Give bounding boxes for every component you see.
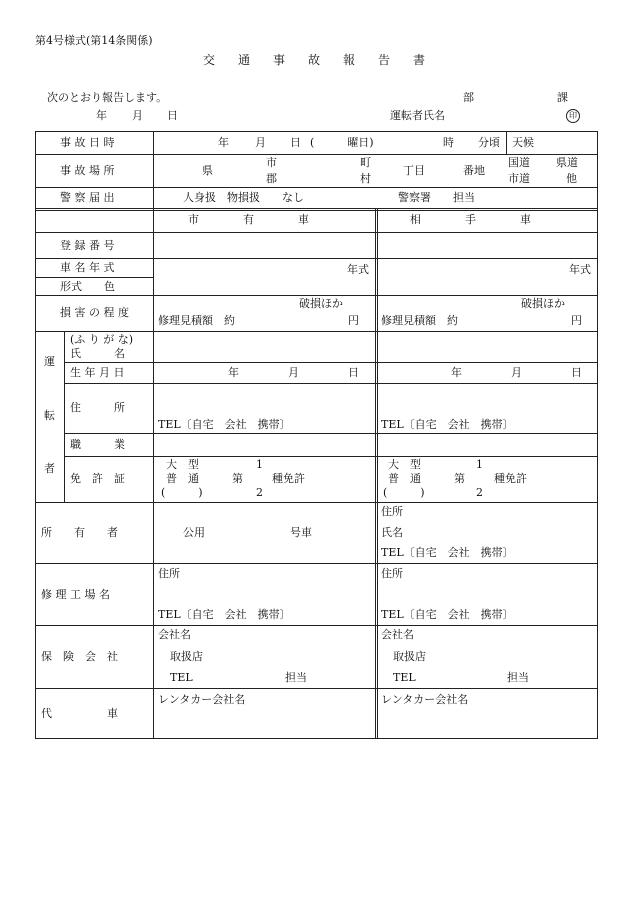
other-repair-address: 住所 <box>381 567 403 580</box>
driver-vertical-label-3: 者 <box>44 462 55 475</box>
substitute-car-label: 代 車 <box>41 707 118 720</box>
other-car-year-label: 年式 <box>569 263 591 276</box>
license-label: 免 許 証 <box>70 472 125 485</box>
title-char: 報 <box>343 53 356 67</box>
car-name-year-label: 車 名 年 式 <box>60 261 115 274</box>
village-label: 村 <box>360 172 371 185</box>
city-license-dai: 第 <box>232 472 243 485</box>
city-license-large: 大 型 <box>166 458 199 471</box>
birthdate-label: 生 年 月 日 <box>70 366 125 379</box>
furigana-label: (ふ り が な) <box>70 333 134 346</box>
accident-weekday-label: ( 曜日) <box>310 136 374 149</box>
seal-mark: 印 <box>566 109 580 123</box>
city-license-kind: 種免許 <box>272 472 305 485</box>
registration-label: 登 録 番 号 <box>60 239 115 252</box>
official-use-label: 公用 <box>183 526 205 539</box>
title-char: 事 <box>273 53 286 67</box>
weather-label: 天候 <box>512 136 534 149</box>
other-road-label: 他 <box>566 172 577 185</box>
other-license-two: 2 <box>476 486 483 499</box>
city-license-paren: ( ) <box>161 486 203 499</box>
city-driver-birth-year: 年 <box>228 366 239 379</box>
city-license-two: 2 <box>256 486 263 499</box>
city-car-damage-label: 破損ほか <box>299 297 343 310</box>
driver-vertical-label-2: 転 <box>44 409 55 422</box>
other-driver-birth-year: 年 <box>451 366 462 379</box>
other-insurance-agent: 取扱店 <box>393 650 426 663</box>
model-color-label: 形式 色 <box>60 280 115 293</box>
driver-vertical-label-1: 運 <box>44 355 55 368</box>
other-rental-company: レンタカー会社名 <box>381 693 469 706</box>
prefectural-road-label: 県道 <box>556 156 578 169</box>
accident-place-label: 事 故 場 所 <box>60 164 115 177</box>
city-insurance-company: 会社名 <box>158 628 191 641</box>
damage-label: 損 害 の 程 度 <box>60 306 129 319</box>
report-year-label: 年 <box>96 109 107 122</box>
title-char: 故 <box>308 53 321 67</box>
title-char: 書 <box>413 53 426 67</box>
city-car-year-label: 年式 <box>347 263 369 276</box>
other-repair-tel: TEL〔自宅 会社 携帯〕 <box>381 608 514 621</box>
report-day-label: 日 <box>167 109 178 122</box>
other-insurance-tanto: 担当 <box>507 671 529 684</box>
city-driver-birth-day: 日 <box>348 366 359 379</box>
title-char: 告 <box>378 53 391 67</box>
other-license-kind: 種免許 <box>494 472 527 485</box>
other-insurance-tel: TEL <box>393 671 416 684</box>
city-rental-company: レンタカー会社名 <box>158 693 246 706</box>
city-insurance-tanto: 担当 <box>285 671 307 684</box>
chome-label: 丁目 <box>403 164 425 177</box>
report-month-label: 月 <box>132 109 143 122</box>
other-license-large: 大 型 <box>388 458 421 471</box>
accident-minute-label: 分頃 <box>478 136 500 149</box>
owner-address-label: 住所 <box>381 505 403 518</box>
police-station-label: 警察署 <box>398 191 431 204</box>
section-label: 課 <box>557 91 568 104</box>
driver-name-label: 運転者氏名 <box>390 109 445 122</box>
driver-address-label: 住 所 <box>70 401 125 414</box>
town-label: 町 <box>360 156 371 169</box>
city-driver-tel: TEL〔自宅 会社 携帯〕 <box>158 418 291 431</box>
city-driver-birth-month: 月 <box>288 366 299 379</box>
repair-shop-label: 修 理 工 場 名 <box>41 588 110 601</box>
accident-datetime-label: 事 故 日 時 <box>60 136 115 149</box>
insurance-label: 保 険 会 社 <box>41 650 118 663</box>
other-car-estimate-label: 修理見積額 約 <box>381 314 458 327</box>
city-label: 市 <box>266 156 277 169</box>
city-car-header: 市 有 車 <box>188 213 309 226</box>
police-report-label: 警 察 届 出 <box>60 191 115 204</box>
owner-label: 所 有 者 <box>41 526 118 539</box>
police-report-options: 人身扱 物損扱 なし <box>183 191 304 204</box>
police-officer-label: 担当 <box>453 191 475 204</box>
accident-day-label: 日 <box>290 136 301 149</box>
other-license-one: 1 <box>476 458 483 471</box>
car-number-label: 号車 <box>290 526 312 539</box>
city-insurance-tel: TEL <box>170 671 193 684</box>
other-car-header: 相 手 車 <box>410 213 531 226</box>
intro-text: 次のとおり報告します。 <box>47 91 168 104</box>
other-insurance-company: 会社名 <box>381 628 414 641</box>
other-car-yen-label: 円 <box>571 314 582 327</box>
banchi-label: 番地 <box>463 164 485 177</box>
city-repair-tel: TEL〔自宅 会社 携帯〕 <box>158 608 291 621</box>
prefecture-label: 県 <box>202 164 213 177</box>
title-char: 通 <box>238 53 251 67</box>
city-car-estimate-label: 修理見積額 約 <box>158 314 235 327</box>
city-insurance-agent: 取扱店 <box>170 650 203 663</box>
county-label: 郡 <box>266 172 277 185</box>
owner-name-label: 氏名 <box>381 526 403 539</box>
occupation-label: 職 業 <box>70 438 125 451</box>
other-car-damage-label: 破損ほか <box>521 297 565 310</box>
city-license-one: 1 <box>256 458 263 471</box>
other-driver-birth-day: 日 <box>571 366 582 379</box>
accident-year-label: 年 <box>218 136 229 149</box>
accident-hour-label: 時 <box>443 136 454 149</box>
city-road-label: 市道 <box>508 172 530 185</box>
accident-month-label: 月 <box>255 136 266 149</box>
other-driver-birth-month: 月 <box>511 366 522 379</box>
owner-tel: TEL〔自宅 会社 携帯〕 <box>381 546 514 559</box>
form-number: 第4号様式(第14条関係) <box>35 34 153 47</box>
department-label: 部 <box>463 91 474 104</box>
other-license-paren: ( ) <box>383 486 425 499</box>
other-driver-tel: TEL〔自宅 会社 携帯〕 <box>381 418 514 431</box>
other-license-normal: 普 通 <box>388 472 421 485</box>
city-repair-address: 住所 <box>158 567 180 580</box>
city-license-normal: 普 通 <box>166 472 199 485</box>
city-car-yen-label: 円 <box>348 314 359 327</box>
title-char: 交 <box>203 53 216 67</box>
driver-full-name-label: 氏 名 <box>70 347 125 360</box>
national-road-label: 国道 <box>508 156 530 169</box>
other-license-dai: 第 <box>454 472 465 485</box>
